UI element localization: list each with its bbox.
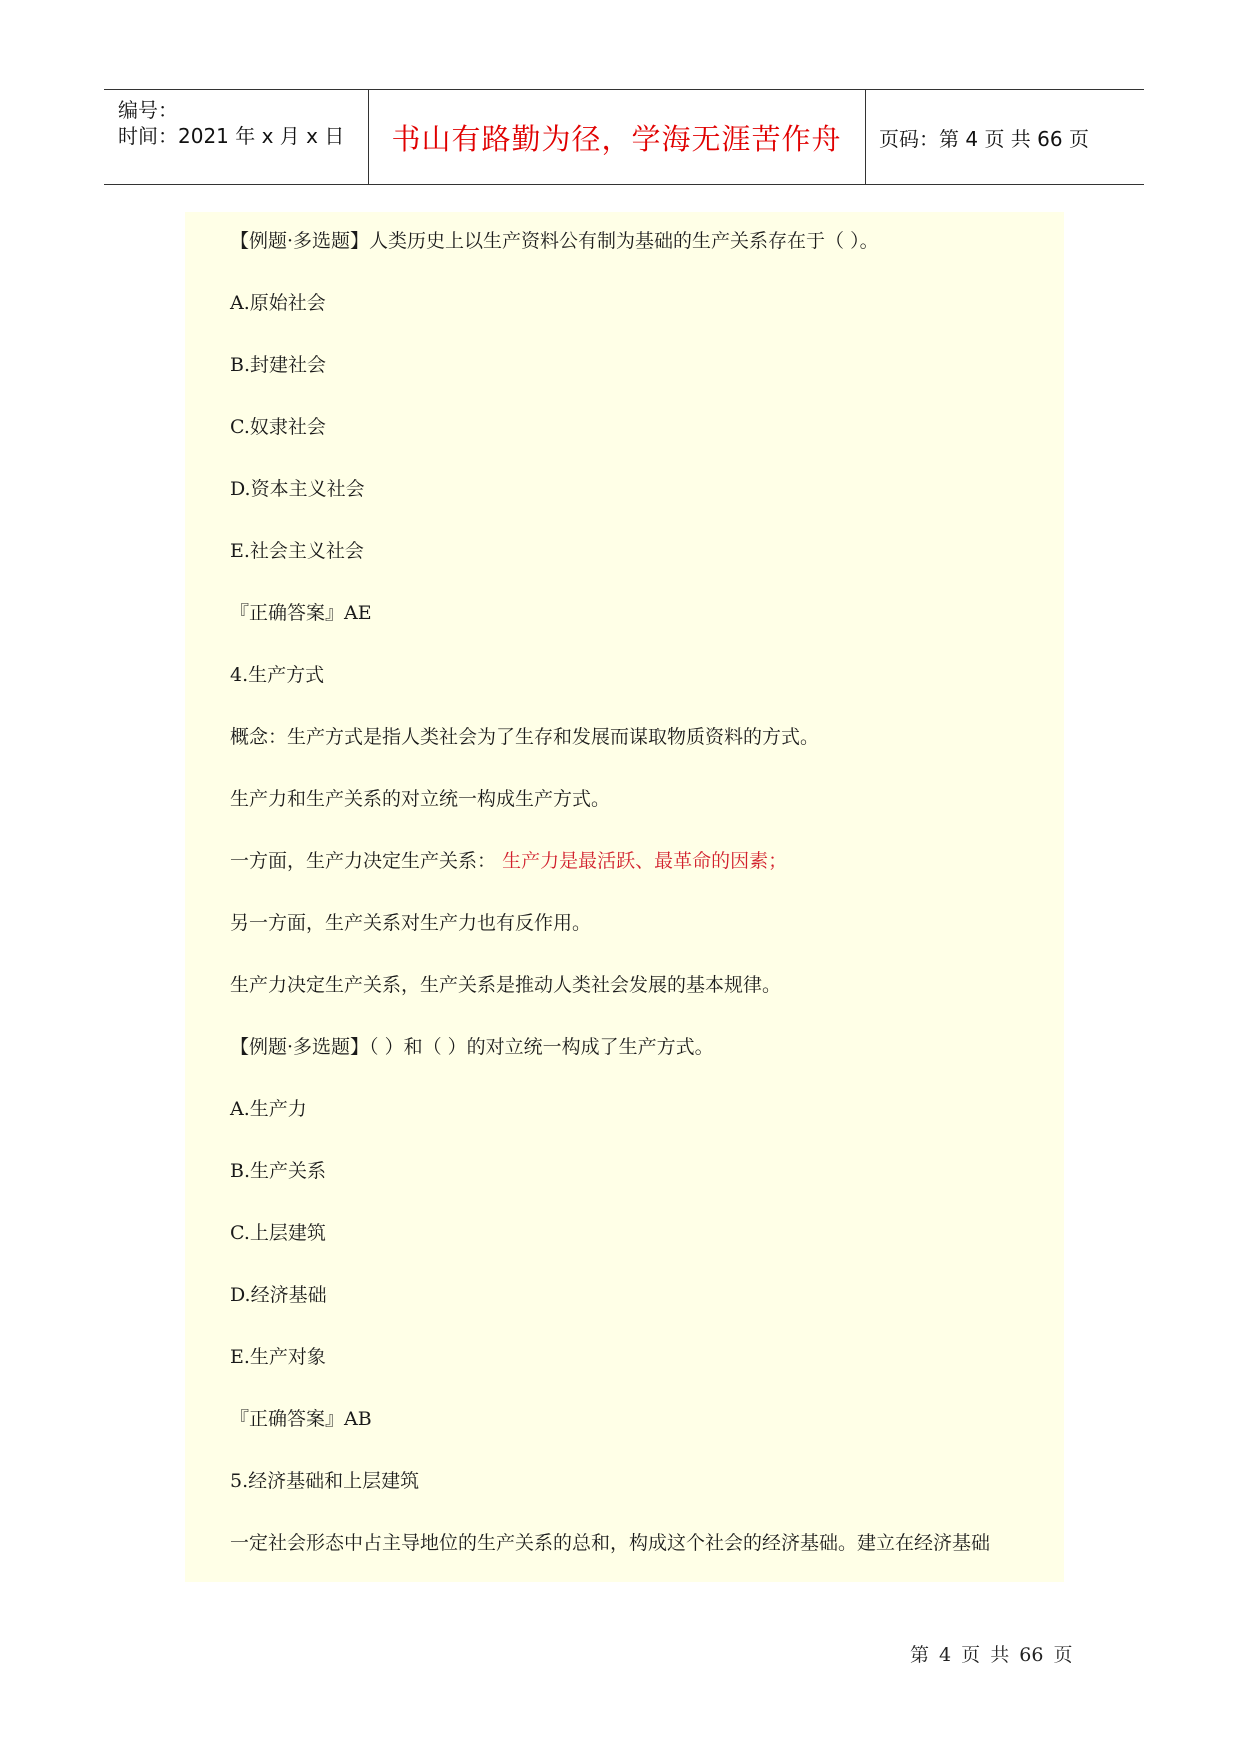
question-2-option-b: B.生产关系: [230, 1160, 327, 1182]
question-1-option-b: B.封建社会: [230, 354, 327, 376]
question-2-title: 【例题·多选题】（ ）和（ ）的对立统一构成了生产方式。: [230, 1036, 714, 1058]
header-page-label: 页码：第 4 页 共 66 页: [879, 126, 1089, 151]
question-2-option-c: C.上层建筑: [230, 1222, 326, 1244]
unity-paragraph: 生产力和生产关系的对立统一构成生产方式。: [230, 788, 611, 810]
header-meta-cell: [104, 90, 369, 184]
concept-paragraph: 概念：生产方式是指人类社会为了生存和发展而谋取物质资料的方式。: [230, 726, 820, 748]
question-2-option-a: A.生产力: [230, 1098, 307, 1120]
question-1-option-d: D.资本主义社会: [230, 478, 365, 500]
section-5-heading: 5.经济基础和上层建筑: [230, 1470, 420, 1492]
number-label: 编号：: [118, 98, 178, 122]
question-1-title: 【例题·多选题】人类历史上以生产资料公有制为基础的生产关系存在于（ ）。: [230, 230, 879, 252]
question-1-option-c: C.奴隶社会: [230, 416, 326, 438]
question-2-option-e: E.生产对象: [230, 1346, 326, 1368]
other-side-paragraph: 另一方面，生产关系对生产力也有反作用。: [230, 912, 592, 934]
one-side-highlight: 生产力是最活跃、最革命的因素；: [502, 850, 788, 872]
law-paragraph: 生产力决定生产关系，生产关系是推动人类社会发展的基本规律。: [230, 974, 782, 996]
economic-base-paragraph: 一定社会形态中占主导地位的生产关系的总和，构成这个社会的经济基础。建立在经济基础: [230, 1532, 991, 1554]
question-1-answer: 『正确答案』AE: [230, 602, 372, 624]
content-panel: [185, 212, 1064, 1582]
question-1-option-e: E.社会主义社会: [230, 540, 364, 562]
page-footer: 第 4 页 共 66 页: [910, 1644, 1073, 1666]
one-side-text: 一方面，生产力决定生产关系：: [230, 850, 497, 872]
section-4-heading: 4.生产方式: [230, 664, 325, 686]
question-2-option-d: D.经济基础: [230, 1284, 327, 1306]
question-2-answer: 『正确答案』AB: [230, 1408, 372, 1430]
header-motto: 书山有路勤为径，学海无涯苦作舟: [368, 90, 866, 184]
time-label: 时间：2021 年 x 月 x 日: [118, 124, 345, 148]
one-side-paragraph: [230, 849, 787, 873]
page-header: [104, 89, 1144, 185]
question-1-option-a: A.原始社会: [230, 292, 326, 314]
